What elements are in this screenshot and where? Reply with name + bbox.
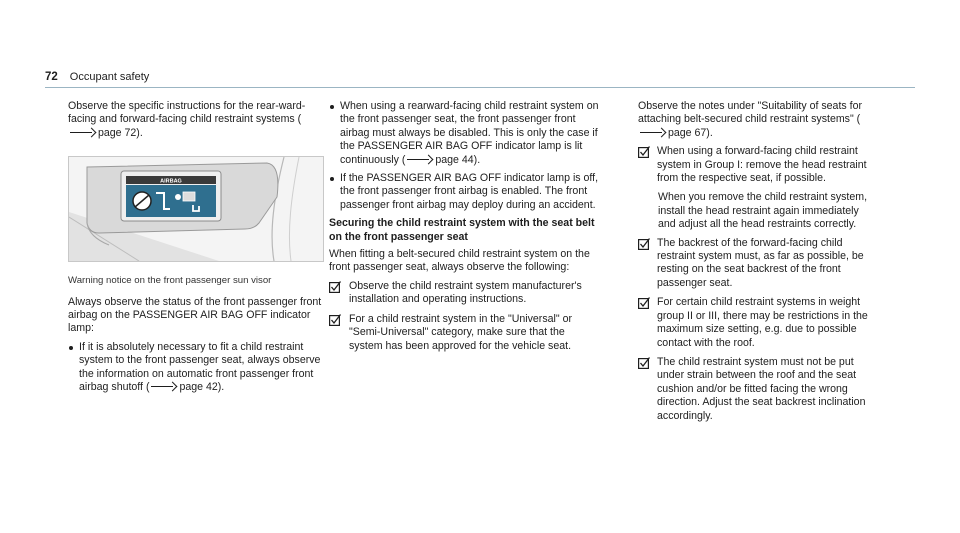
column-middle — [329, 100, 599, 359]
bullet-text: When using a rearward-facing child restraint system on the front passenger seat, the front passenger front airbag must always be disabled. This is only the case if the PASSENGER AIR BAG OFF indicator lamp is lit continuously ( — [340, 100, 599, 166]
bullet-page-ref[interactable]: page 42). — [179, 381, 225, 394]
bullet-page-ref[interactable]: page 44). — [435, 153, 481, 166]
checkbox-checked-icon — [638, 238, 650, 250]
checklist-item — [638, 145, 878, 185]
checkbox-checked-icon — [638, 357, 650, 369]
checklist-text: Observe the child restraint system manufacturer's installation and operating instructions. — [349, 279, 582, 306]
checklist-item — [638, 356, 878, 423]
page-number: 72 — [45, 71, 58, 83]
checkbox-checked-icon — [329, 281, 341, 293]
suitability-text: Observe the notes under "Suitability of seats for attaching belt-secured child restraint systems" ( — [638, 100, 862, 126]
page-reference-arrow-icon — [151, 382, 177, 391]
bullet-rearward-facing — [329, 100, 599, 167]
section-title: Occupant safety — [69, 71, 150, 83]
checklist-item — [638, 296, 878, 350]
suitability-page-ref[interactable]: page 67). — [668, 126, 713, 139]
airbag-label-text: AIRBAG — [160, 178, 182, 185]
intro-text: Observe the specific instructions for the rear-ward-facing and forward-facing child restraint systems ( — [68, 100, 306, 126]
checklist-text: For a child restraint system in the "Universal" or "Semi-Universal" category, make sure that the system has been approved for the vehicle seat. — [349, 312, 573, 352]
bullet-airbag-enabled: If the PASSENGER AIR BAG OFF indicator lamp is off, the front passenger front airbag is enabled. The front passenger front airbag may deploy during an accident. — [329, 172, 599, 212]
status-paragraph: Always observe the status of the front passenger front airbag on the PASSENGER AIR BAG OFF indicator lamp: — [68, 295, 322, 335]
checklist-item — [638, 237, 878, 291]
checkbox-checked-icon — [329, 314, 341, 326]
page-reference-arrow-icon — [407, 155, 433, 164]
checkbox-checked-icon — [638, 297, 650, 309]
intro-paragraph — [68, 100, 330, 140]
checklist-text: The child restraint system must not be put under strain between the roof and the seat cushion and/or be fitted facing the wrong direction. Adjust the seat backrest inclination accordingly. — [657, 355, 866, 422]
bullet-fit-child-restraint — [68, 341, 330, 395]
checklist-item — [329, 280, 599, 307]
checklist-text: For certain child restraint systems in weight group II or III, there may be restrictions in the maximum size setting, e.g. due to possible contact with the roof. — [657, 296, 868, 349]
checklist-item — [329, 313, 599, 353]
checklist-text: When using a forward-facing child restraint system in Group I: remove the head restraint from the respective seat, if possible. — [657, 145, 867, 185]
sun-visor-figure — [68, 156, 324, 262]
intro-page-ref[interactable]: page 72). — [98, 126, 143, 139]
checklist-text: The backrest of the forward-facing child restraint system must, as far as possible, be resting on the seat backrest of the front passenger seat. — [657, 236, 864, 289]
securing-subheading: Securing the child restraint system with the seat belt on the front passenger seat — [329, 217, 595, 243]
head-restraint-paragraph: When you remove the child restraint system, install the head restraint again immediately and adjust all the head restraints correctly. — [658, 191, 868, 231]
column-left — [68, 100, 330, 399]
page-reference-arrow-icon — [70, 128, 96, 137]
header-rule — [45, 87, 915, 88]
page-reference-arrow-icon — [640, 128, 666, 137]
sun-visor-illustration — [69, 157, 323, 261]
bullet-text: If it is absolutely necessary to fit a child restraint system to the front passenger seat, always observe the information on automatic front passenger front airbag shutoff ( — [79, 340, 321, 394]
securing-paragraph: When fitting a belt-secured child restraint system on the front passenger seat, always observe the following: — [329, 248, 590, 274]
suitability-paragraph — [638, 100, 878, 140]
column-right — [638, 100, 878, 429]
checkbox-checked-icon — [638, 146, 650, 158]
page-header — [45, 71, 149, 84]
figure-caption: Warning notice on the front passenger sun visor — [68, 275, 272, 287]
